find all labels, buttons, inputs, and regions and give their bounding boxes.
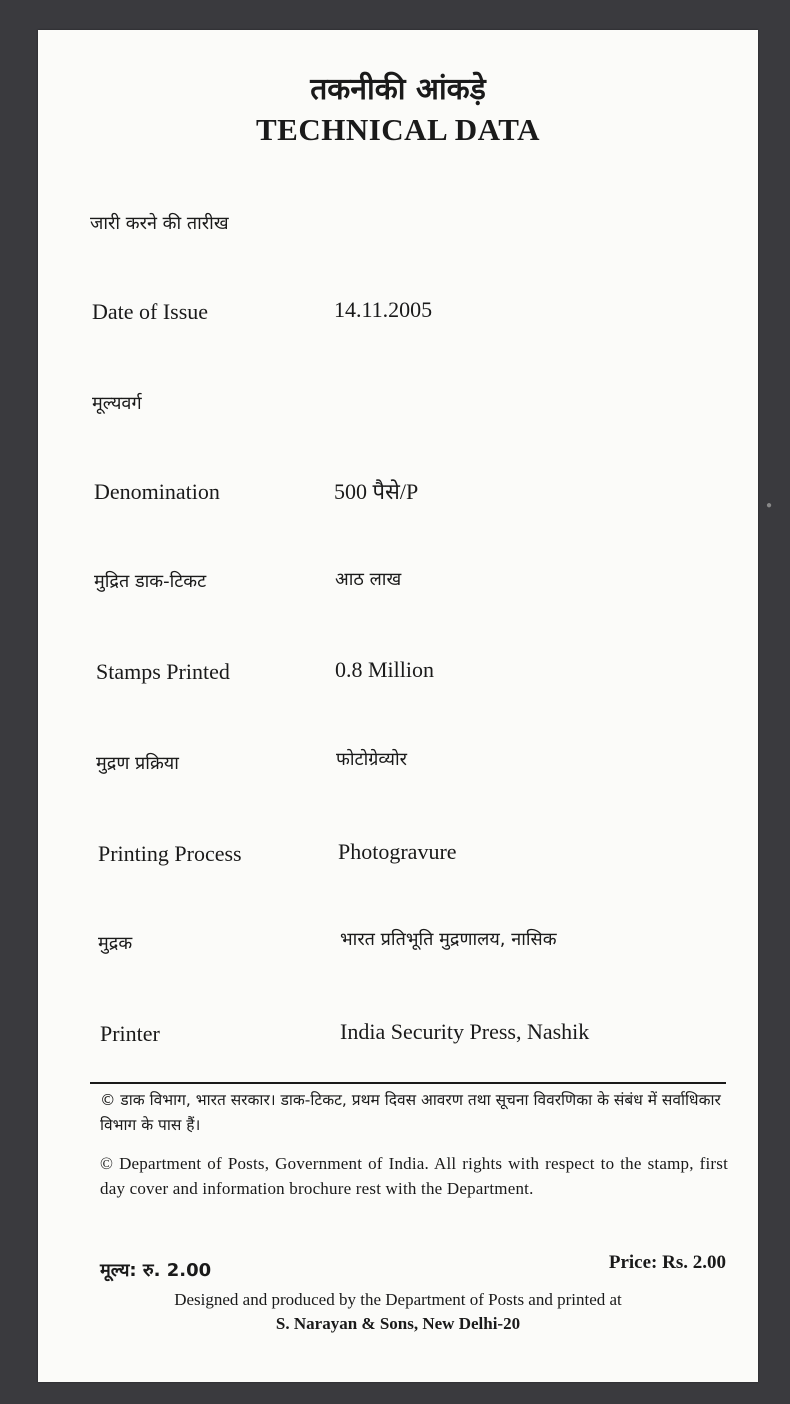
label-denomination: Denomination — [94, 479, 220, 504]
value-denomination: 500 पैसे/P — [334, 479, 419, 504]
label-date-of-issue-hindi: जारी करने की तारीख — [90, 213, 229, 234]
scan-dot: ● — [765, 500, 772, 511]
value-stamps-printed-hindi: आठ लाख — [335, 569, 402, 590]
printer-credit: S. Narayan & Sons, New Delhi-20 — [275, 1314, 521, 1333]
label-stamps-printed: Stamps Printed — [96, 659, 230, 684]
label-printing-process-hindi: मुद्रण प्रक्रिया — [96, 753, 179, 774]
value-printing-process: Photogravure — [338, 839, 457, 864]
value-stamps-printed: 0.8 Million — [335, 657, 435, 682]
value-printer-hindi: भारत प्रतिभूति मुद्रणालय, नासिक — [340, 929, 557, 950]
price: Price: Rs. 2.00 — [608, 1252, 726, 1273]
label-stamps-printed-hindi: मुद्रित डाक-टिकट — [94, 571, 207, 592]
value-printer: India Security Press, Nashik — [340, 1019, 590, 1044]
divider — [90, 1082, 726, 1084]
label-printer-hindi: मुद्रक — [98, 933, 133, 954]
label-date-of-issue: Date of Issue — [92, 299, 209, 324]
header — [38, 70, 758, 150]
value-printing-process-hindi: फोटोग्रेव्योर — [336, 749, 408, 770]
label-printer: Printer — [100, 1021, 160, 1046]
label-denomination-hindi: मूल्यवर्ग — [92, 393, 142, 414]
copyright-notice-hindi: © डाक विभाग, भारत सरकार। डाक-टिकट, प्रथम दिवस आवरण तथा सूचना विवरणिका के संबंध में सर्वाधिकार विभाग के पास हैं। — [100, 1091, 721, 1134]
page-title: TECHNICAL DATA — [255, 112, 541, 147]
data-sheet — [38, 30, 758, 1382]
price-hindi: मूल्य: रु. 2.00 — [100, 1260, 212, 1281]
page-title-hindi: तकनीकी आंकड़े — [310, 72, 486, 107]
label-printing-process: Printing Process — [98, 841, 242, 866]
credit-line: Designed and produced by the Department of Posts and printed at — [174, 1290, 622, 1309]
credit — [38, 1288, 758, 1336]
value-date-of-issue: 14.11.2005 — [334, 297, 433, 322]
copyright-notice: © Department of Posts, Government of India. All rights with respect to the stamp, first day cover and information brochure rest with the Department. — [100, 1154, 728, 1198]
